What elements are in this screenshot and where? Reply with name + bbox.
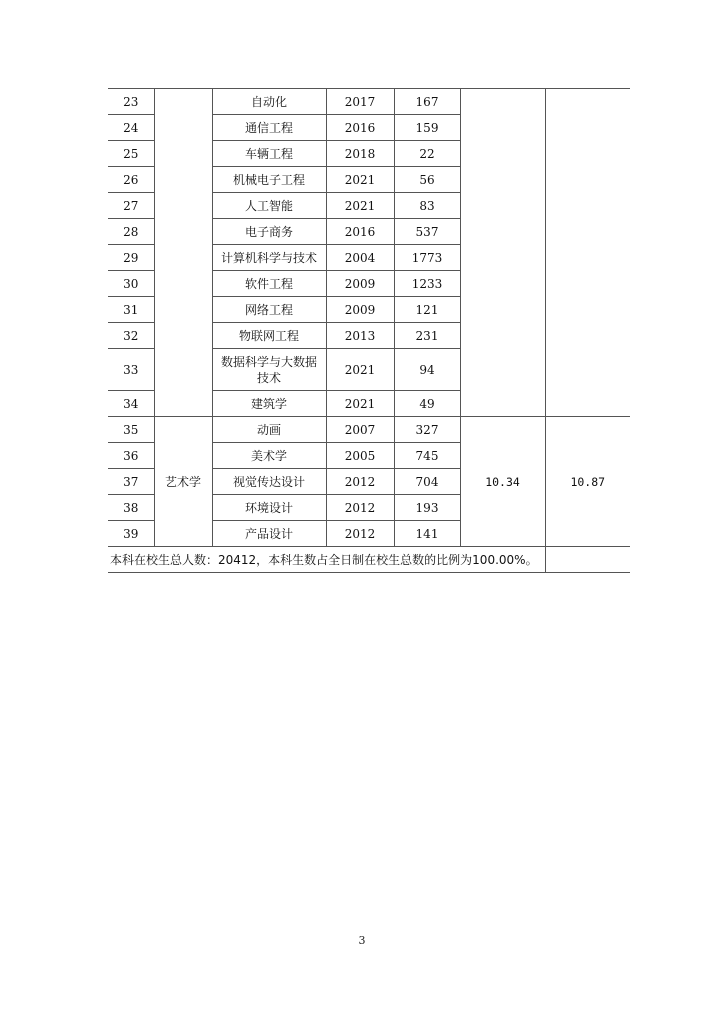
cell-index: 38 bbox=[108, 495, 154, 521]
cell-year: 2013 bbox=[326, 323, 394, 349]
cell-year: 2005 bbox=[326, 443, 394, 469]
cell-year: 2007 bbox=[326, 417, 394, 443]
cell-category: 艺术学 bbox=[154, 417, 212, 547]
cell-major: 美术学 bbox=[212, 443, 326, 469]
cell-count: 1773 bbox=[394, 245, 460, 271]
cell-major: 软件工程 bbox=[212, 271, 326, 297]
cell-year: 2021 bbox=[326, 193, 394, 219]
cell-major: 产品设计 bbox=[212, 521, 326, 547]
page-number: 3 bbox=[358, 934, 366, 947]
cell-count: 1233 bbox=[394, 271, 460, 297]
cell-index: 37 bbox=[108, 469, 154, 495]
cell-index: 27 bbox=[108, 193, 154, 219]
cell-ratio-empty bbox=[545, 89, 630, 417]
cell-index: 24 bbox=[108, 115, 154, 141]
cell-major: 人工智能 bbox=[212, 193, 326, 219]
cell-index: 30 bbox=[108, 271, 154, 297]
cell-year: 2021 bbox=[326, 167, 394, 193]
cell-year: 2004 bbox=[326, 245, 394, 271]
footer-note: 本科在校生总人数：20412，本科生数占全日制在校生总数的比例为100.00%。 bbox=[108, 547, 545, 573]
cell-year: 2012 bbox=[326, 495, 394, 521]
cell-major: 电子商务 bbox=[212, 219, 326, 245]
cell-major: 数据科学与大数据技术 bbox=[212, 349, 326, 391]
cell-major: 通信工程 bbox=[212, 115, 326, 141]
cell-major: 机械电子工程 bbox=[212, 167, 326, 193]
cell-count: 745 bbox=[394, 443, 460, 469]
cell-year: 2021 bbox=[326, 349, 394, 391]
cell-category-empty bbox=[154, 89, 212, 417]
cell-major: 建筑学 bbox=[212, 391, 326, 417]
cell-ratio-empty bbox=[460, 89, 545, 417]
cell-major: 动画 bbox=[212, 417, 326, 443]
majors-table bbox=[108, 88, 630, 573]
cell-index: 33 bbox=[108, 349, 154, 391]
footer-empty-cell bbox=[545, 547, 630, 573]
cell-major: 自动化 bbox=[212, 89, 326, 115]
cell-major: 车辆工程 bbox=[212, 141, 326, 167]
cell-count: 537 bbox=[394, 219, 460, 245]
cell-index: 36 bbox=[108, 443, 154, 469]
cell-index: 23 bbox=[108, 89, 154, 115]
cell-count: 49 bbox=[394, 391, 460, 417]
cell-index: 32 bbox=[108, 323, 154, 349]
cell-year: 2021 bbox=[326, 391, 394, 417]
cell-count: 56 bbox=[394, 167, 460, 193]
cell-major: 物联网工程 bbox=[212, 323, 326, 349]
cell-ratio-1: 10.34 bbox=[460, 417, 545, 547]
cell-index: 34 bbox=[108, 391, 154, 417]
cell-index: 35 bbox=[108, 417, 154, 443]
cell-index: 26 bbox=[108, 167, 154, 193]
cell-year: 2009 bbox=[326, 297, 394, 323]
cell-ratio-2: 10.87 bbox=[545, 417, 630, 547]
cell-count: 193 bbox=[394, 495, 460, 521]
table-row bbox=[108, 89, 630, 115]
cell-count: 704 bbox=[394, 469, 460, 495]
cell-year: 2016 bbox=[326, 115, 394, 141]
cell-index: 39 bbox=[108, 521, 154, 547]
cell-count: 141 bbox=[394, 521, 460, 547]
cell-count: 83 bbox=[394, 193, 460, 219]
table-row bbox=[108, 417, 630, 443]
footer-row bbox=[108, 547, 630, 573]
cell-year: 2016 bbox=[326, 219, 394, 245]
cell-year: 2012 bbox=[326, 469, 394, 495]
cell-year: 2018 bbox=[326, 141, 394, 167]
cell-year: 2012 bbox=[326, 521, 394, 547]
cell-index: 28 bbox=[108, 219, 154, 245]
cell-year: 2009 bbox=[326, 271, 394, 297]
cell-index: 25 bbox=[108, 141, 154, 167]
cell-count: 121 bbox=[394, 297, 460, 323]
cell-major: 环境设计 bbox=[212, 495, 326, 521]
cell-year: 2017 bbox=[326, 89, 394, 115]
cell-count: 94 bbox=[394, 349, 460, 391]
cell-index: 29 bbox=[108, 245, 154, 271]
cell-count: 231 bbox=[394, 323, 460, 349]
cell-major: 网络工程 bbox=[212, 297, 326, 323]
cell-count: 167 bbox=[394, 89, 460, 115]
cell-count: 22 bbox=[394, 141, 460, 167]
cell-major: 视觉传达设计 bbox=[212, 469, 326, 495]
cell-count: 327 bbox=[394, 417, 460, 443]
cell-major: 计算机科学与技术 bbox=[212, 245, 326, 271]
cell-index: 31 bbox=[108, 297, 154, 323]
cell-count: 159 bbox=[394, 115, 460, 141]
